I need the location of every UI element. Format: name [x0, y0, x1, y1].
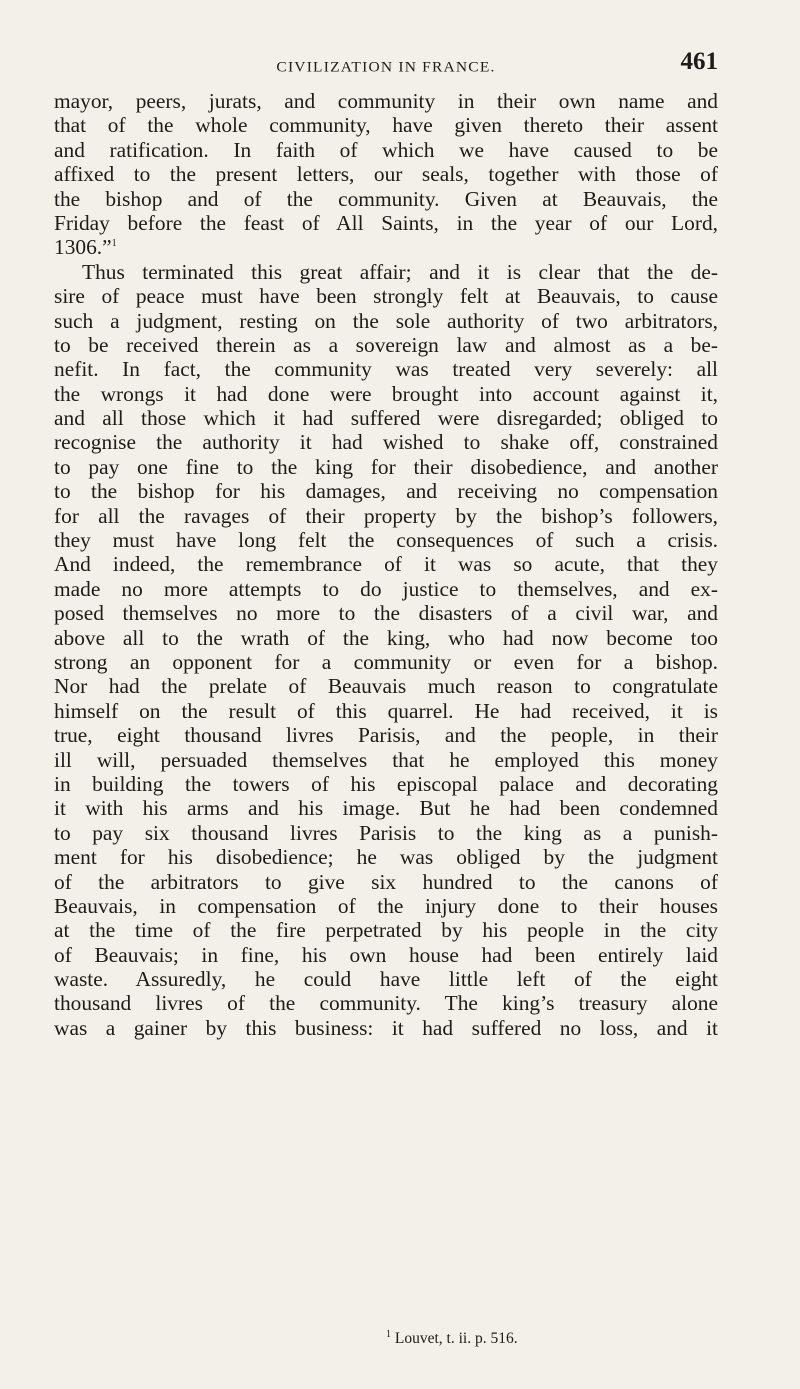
body-text	[54, 89, 718, 1040]
text-line-content: Nor had the prelate of Beauvais much reason to congratulate	[54, 674, 718, 699]
text-line	[54, 943, 718, 967]
text-line-content: true, eight thousand livres Parisis, and the people, in their	[54, 723, 718, 748]
text-line-content: Beauvais, in compensation of the injury done to their houses	[54, 893, 718, 918]
text-line	[54, 918, 718, 942]
text-line	[54, 699, 718, 723]
text-line	[54, 260, 718, 284]
footnote-text: Louvet, t. ii. p. 516.	[394, 1330, 518, 1347]
text-line-content: at the time of the fire perpetrated by his people in the city	[54, 918, 718, 943]
text-line	[54, 479, 718, 503]
text-line	[54, 674, 718, 698]
text-line	[54, 845, 718, 869]
text-line-content: they must have long felt the consequences of such a crisis.	[54, 528, 718, 553]
text-line	[54, 991, 718, 1015]
footnote	[386, 1330, 518, 1348]
text-line-content: sire of peace must have been strongly felt at Beauvais, to cause	[54, 284, 718, 309]
text-line	[54, 138, 718, 162]
text-line	[54, 333, 718, 357]
text-line-content: And indeed, the remembrance of it was so acute, that they	[54, 552, 718, 577]
text-line-content: in building the towers of his episcopal palace and decorating	[54, 771, 718, 796]
text-line-content: recognise the authority it had wished to shake off, constrained	[54, 430, 718, 455]
text-line-content: Thus terminated this great affair; and it is clear that the de-	[82, 259, 718, 284]
text-line-content: such a judgment, resting on the sole authority of two arbitrators,	[54, 308, 718, 333]
text-line-content: waste. Assuredly, he could have little left of the eight	[54, 967, 718, 992]
running-title: CIVILIZATION IN FRANCE.	[276, 59, 496, 76]
text-line-content: to the bishop for his damages, and receiving no compensation	[54, 479, 718, 504]
text-line-content: Friday before the feast of All Saints, in the year of our Lord,	[54, 210, 718, 235]
text-line	[54, 211, 718, 235]
text-line	[54, 796, 718, 820]
footnote-marker: 1	[386, 1328, 391, 1340]
text-line-content: to be received therein as a sovereign law and almost as a be-	[54, 332, 718, 357]
text-line-content: to pay one fine to the king for their disobedience, and another	[54, 454, 718, 479]
text-line-content: the bishop and of the community. Given at Beauvais, the	[54, 186, 718, 211]
text-line	[54, 577, 718, 601]
text-line-content: thousand livres of the community. The king’s treasury alone	[54, 991, 718, 1016]
text-line-content: and all those which it had suffered were disregarded; obliged to	[54, 406, 718, 431]
text-line	[54, 162, 718, 186]
text-line	[54, 626, 718, 650]
text-line	[54, 357, 718, 381]
text-line-content: and ratification. In faith of which we have caused to be	[54, 137, 718, 162]
text-line-content: was a gainer by this business: it had suffered no loss, and it	[54, 1015, 718, 1040]
text-line-content: the wrongs it had done were brought into account against it,	[54, 381, 718, 406]
text-line	[54, 309, 718, 333]
text-line-content: strong an opponent for a community or even for a bishop.	[54, 649, 718, 674]
text-line	[54, 748, 718, 772]
text-line	[54, 601, 718, 625]
text-line	[54, 382, 718, 406]
text-line-content: it with his arms and his image. But he had been condemned	[54, 796, 718, 821]
text-line	[54, 528, 718, 552]
text-line	[54, 284, 718, 308]
text-line-content: above all to the wrath of the king, who had now become too	[54, 625, 718, 650]
text-line	[54, 552, 718, 576]
text-line-content: of the arbitrators to give six hundred to the canons of	[54, 869, 718, 894]
text-line-content: 1306.”	[54, 235, 112, 260]
text-line	[54, 772, 718, 796]
page-number: 461	[680, 48, 718, 75]
text-line	[54, 504, 718, 528]
text-line	[54, 967, 718, 991]
text-line	[54, 406, 718, 430]
footnote-reference: 1	[111, 238, 117, 250]
text-line	[54, 894, 718, 918]
text-line	[54, 1016, 718, 1040]
text-line	[54, 187, 718, 211]
text-line-content: that of the whole community, have given thereto their assent	[54, 113, 718, 138]
text-line-content: ill will, persuaded themselves that he employed this money	[54, 747, 718, 772]
text-line-content: for all the ravages of their property by the bishop’s followers,	[54, 503, 718, 528]
text-line-content: mayor, peers, jurats, and community in their own name and	[54, 89, 718, 113]
text-line	[54, 650, 718, 674]
text-line-content: to pay six thousand livres Parisis to the king as a punish-	[54, 820, 718, 845]
text-line-content: nefit. In fact, the community was treated very severely: all	[54, 357, 718, 382]
text-line	[54, 821, 718, 845]
text-line	[54, 430, 718, 454]
text-line	[54, 235, 718, 259]
running-head	[54, 47, 718, 81]
text-line-content: of Beauvais; in fine, his own house had been entirely laid	[54, 942, 718, 967]
text-line	[54, 89, 718, 113]
text-line	[54, 870, 718, 894]
text-line-content: made no more attempts to do justice to themselves, and ex-	[54, 576, 718, 601]
text-line-content: posed themselves no more to the disasters of a civil war, and	[54, 601, 718, 626]
text-line	[54, 723, 718, 747]
text-line-content: ment for his disobedience; he was obliged by the judgment	[54, 845, 718, 870]
text-line	[54, 455, 718, 479]
text-line-content: himself on the result of this quarrel. He had received, it is	[54, 698, 718, 723]
text-line-content: affixed to the present letters, our seals, together with those of	[54, 162, 718, 187]
text-line	[54, 113, 718, 137]
